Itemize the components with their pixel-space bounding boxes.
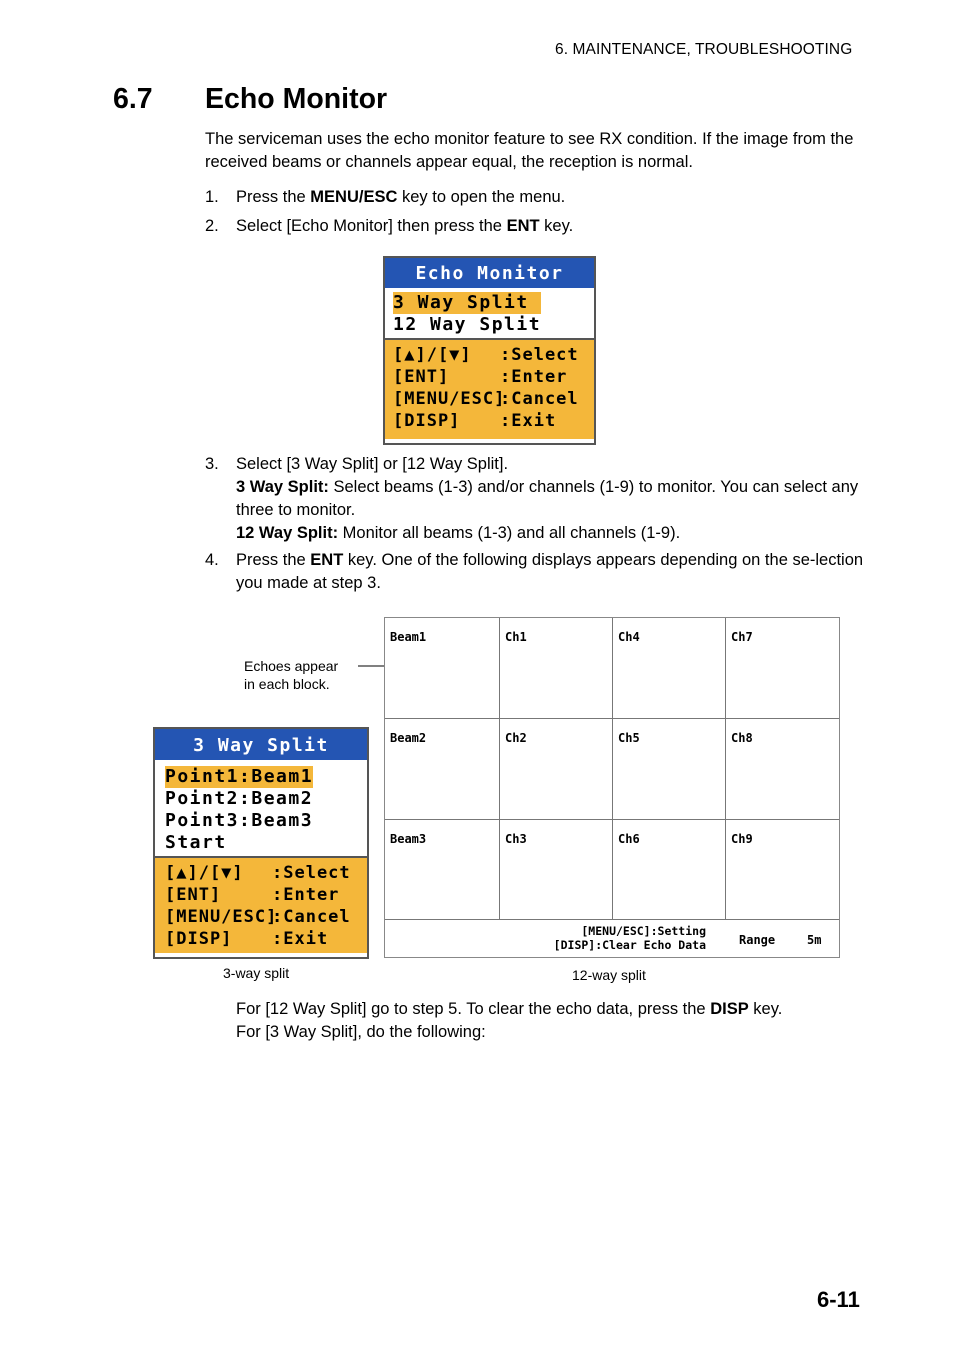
- menu-item-point2[interactable]: Point2:Beam2: [165, 788, 314, 809]
- echo-block-ch7: Ch7: [726, 618, 839, 719]
- twelve-way-split-display: [384, 617, 840, 958]
- echo-block-ch3: Ch3: [500, 820, 613, 920]
- echo-block-ch4: Ch4: [613, 618, 726, 719]
- echo-block-beam1: Beam1: [385, 618, 500, 719]
- menu-item-start[interactable]: Start: [165, 832, 227, 853]
- step-text: Press the MENU/ESC key to open the menu.: [236, 188, 566, 206]
- step-number: 3.: [205, 455, 219, 473]
- grid-footer: [385, 920, 839, 957]
- echo-block-ch8: Ch8: [726, 719, 839, 820]
- step-4: [205, 549, 865, 595]
- echo-block-ch9: Ch9: [726, 820, 839, 920]
- step-text: Select [Echo Monitor] then press the ENT key.: [236, 217, 574, 235]
- intro-paragraph: The serviceman uses the echo monitor feature to see RX condition. If the image from the received beams or channels appear equal, the reception is normal.: [205, 130, 854, 171]
- range-label: Range: [739, 933, 776, 947]
- closing-text: For [12 Way Split] go to step 5. To clear the echo data, press the DISP key. For [3 Way Split], do the following:: [236, 1000, 783, 1041]
- caption-3-way: 3-way split: [223, 965, 290, 981]
- echo-block-ch6: Ch6: [613, 820, 726, 920]
- echo-monitor-menu: [383, 256, 596, 445]
- footer-setting-hint: [MENU/ESC]:Setting: [581, 924, 706, 938]
- menu-item-point3[interactable]: Point3:Beam3: [165, 810, 314, 831]
- menu-item-3-way-split[interactable]: 3 Way Split: [393, 292, 542, 313]
- echo-block-ch5: Ch5: [613, 719, 726, 820]
- key-guide: [▲]/[▼] :Select [ENT] :Enter [MENU/ESC] :Cancel [DISP] :Exit: [155, 856, 367, 953]
- callout-text: Echoes appear in each block.: [244, 658, 339, 692]
- menu-item-point1[interactable]: Point1:Beam1: [165, 766, 314, 787]
- step-3: [205, 453, 865, 545]
- footer-clear-hint: [DISP]:Clear Echo Data: [553, 938, 706, 952]
- section-number: 6.7: [113, 83, 153, 115]
- step-text: Select [3 Way Split] or [12 Way Split]. 3 Way Split: Select beams (1-3) and/or channels (1-9) to monitor. You can select any three to monitor. 12 Way Split: Monitor all beams (1-3) and all channels (1-9).: [236, 455, 859, 542]
- step-1: [205, 186, 865, 209]
- echo-block-beam2: Beam2: [385, 719, 500, 820]
- key-guide: [▲]/[▼] :Select [ENT] :Enter [MENU/ESC] :Cancel [DISP] :Exit: [385, 338, 594, 439]
- step-number: 1.: [205, 188, 219, 206]
- echo-block-beam3: Beam3: [385, 820, 500, 920]
- step-2: [205, 215, 865, 238]
- step-number: 4.: [205, 551, 219, 569]
- range-value: 5m: [807, 933, 822, 947]
- section-title: Echo Monitor: [205, 83, 388, 115]
- page-number: 6-11: [817, 1287, 860, 1312]
- echo-block-ch1: Ch1: [500, 618, 613, 719]
- echo-block-ch2: Ch2: [500, 719, 613, 820]
- caption-12-way: 12-way split: [572, 967, 646, 983]
- three-way-split-menu: [153, 727, 369, 959]
- menu-title: Echo Monitor: [385, 258, 594, 288]
- menu-title: 3 Way Split: [155, 729, 367, 760]
- step-number: 2.: [205, 217, 219, 235]
- running-header: 6. MAINTENANCE, TROUBLESHOOTING: [555, 41, 853, 58]
- step-text: Press the ENT key. One of the following displays appears depending on the se-lection you made at step 3.: [236, 551, 864, 592]
- menu-item-12-way-split[interactable]: 12 Way Split: [393, 314, 542, 335]
